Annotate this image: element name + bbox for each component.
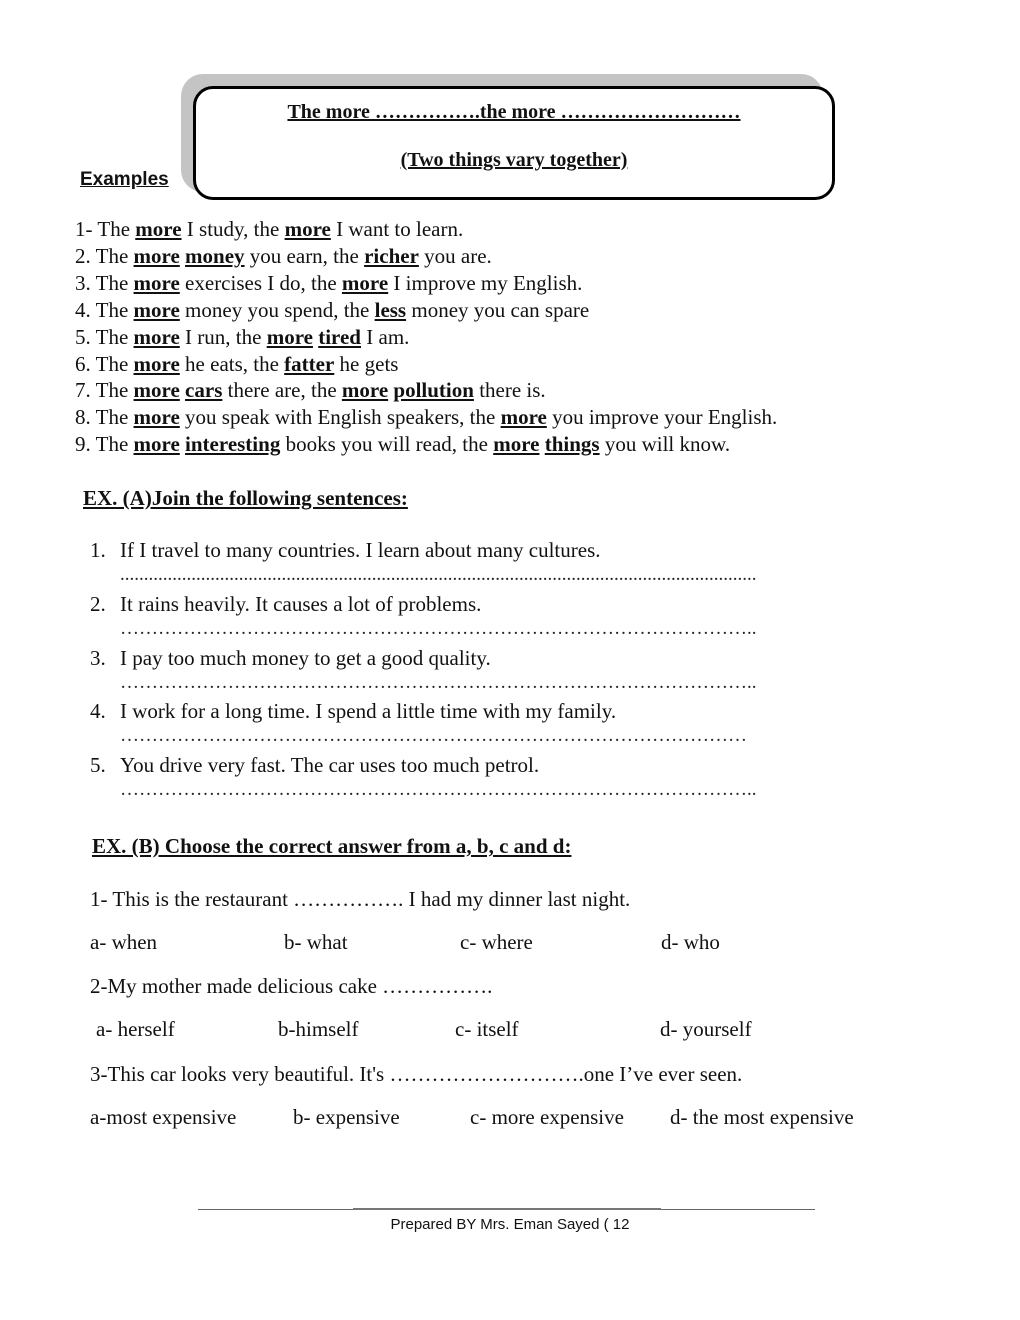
answer-option[interactable]: c- itself xyxy=(455,1017,519,1042)
emphasized-word: pollution xyxy=(393,378,474,403)
example-sentence xyxy=(75,217,463,242)
sentence-text: he eats, the xyxy=(179,351,285,376)
emphasized-word: money xyxy=(185,243,245,268)
question-text: 2-My mother made delicious cake ……………. xyxy=(90,974,493,999)
answer-option[interactable]: d- the most expensive xyxy=(670,1104,854,1129)
sentence-text: 1- The xyxy=(75,217,136,241)
item-text: It rains heavily. It causes a lot of problems. xyxy=(120,591,482,616)
sentence-text: I improve my English. xyxy=(388,270,583,295)
sentence-text: 2. The xyxy=(75,243,134,268)
answer-line[interactable]: ...................................................................................................................................... xyxy=(120,564,757,585)
item-text: You drive very fast. The car uses too much petrol. xyxy=(120,753,540,778)
example-sentence xyxy=(75,405,777,430)
example-sentence xyxy=(75,352,398,377)
emphasized-word: more xyxy=(341,270,389,295)
example-sentence xyxy=(75,432,730,457)
emphasized-word: more xyxy=(493,432,540,457)
sentence-text: 5. The xyxy=(75,324,134,349)
examples-label: Examples xyxy=(80,169,169,190)
example-sentence xyxy=(75,244,492,269)
sentence-text: exercises I do, the xyxy=(179,270,342,295)
answer-line[interactable]: ……………………………………………………………………………………….. xyxy=(120,779,757,801)
answer-option[interactable]: a-most expensive xyxy=(90,1104,237,1129)
sentence-text: books you will read, the xyxy=(280,432,494,457)
footer-divider-accent xyxy=(353,1208,661,1210)
sentence-text: he gets xyxy=(334,351,399,376)
item-text: If I travel to many countries. I learn about many cultures. xyxy=(120,538,601,562)
emphasized-word: tired xyxy=(318,324,361,349)
emphasized-word: more xyxy=(500,405,547,430)
answer-line[interactable]: ……………………………………………………………………………………… xyxy=(120,725,747,747)
sentence-text: you will know. xyxy=(599,432,731,457)
example-sentence xyxy=(75,378,546,403)
item-text: I work for a long time. I spend a little time with my family. xyxy=(120,699,617,724)
sentence-text: money you spend, the xyxy=(179,297,375,322)
answer-line[interactable]: ……………………………………………………………………………………….. xyxy=(120,671,757,693)
answer-option[interactable]: a- herself xyxy=(96,1017,175,1042)
answer-option[interactable]: c- where xyxy=(460,930,533,954)
item-number: 1. xyxy=(90,538,106,562)
example-sentence xyxy=(75,298,589,323)
sentence-text: you improve your English. xyxy=(546,405,778,430)
item-number: 2. xyxy=(90,591,106,616)
sentence-text: 7. The xyxy=(75,378,134,403)
answer-option[interactable]: b- expensive xyxy=(293,1104,400,1129)
rule-box xyxy=(193,86,835,200)
emphasized-word: more xyxy=(135,217,182,241)
sentence-text: 8. The xyxy=(75,405,134,430)
answer-option[interactable]: b-himself xyxy=(278,1017,359,1042)
sentence-text: 9. The xyxy=(75,432,134,457)
sentence-text: you earn, the xyxy=(244,243,365,268)
emphasized-word: more xyxy=(133,351,180,376)
sentence-text: there is. xyxy=(473,378,546,403)
emphasized-word: more xyxy=(133,270,180,295)
sentence-text: I am. xyxy=(361,324,410,349)
answer-option[interactable]: c- more expensive xyxy=(470,1104,624,1129)
sentence-text: 4. The xyxy=(75,297,134,322)
sentence-text: I study, the xyxy=(181,217,285,241)
example-sentence xyxy=(75,325,409,350)
question-text: 1- This is the restaurant ……………. I had my dinner last night. xyxy=(90,887,631,911)
emphasized-word: cars xyxy=(185,378,223,403)
emphasized-word: interesting xyxy=(185,432,281,457)
sentence-text: 6. The xyxy=(75,351,134,376)
footer-text: Prepared BY Mrs. Eman Sayed ( 12 xyxy=(390,1216,630,1233)
emphasized-word: things xyxy=(544,432,600,457)
emphasized-word: less xyxy=(374,297,407,322)
sentence-text: there are, the xyxy=(222,378,342,403)
emphasized-word: more xyxy=(133,324,180,349)
answer-option[interactable]: a- when xyxy=(90,930,158,954)
ex-b-heading: EX. (B) Choose the correct answer from a, b, c and d: xyxy=(92,834,572,858)
item-number: 5. xyxy=(90,753,106,778)
emphasized-word: more xyxy=(341,378,389,403)
emphasized-word: more xyxy=(284,217,331,241)
item-number: 3. xyxy=(90,645,106,670)
item-number: 4. xyxy=(90,699,106,724)
sentence-text: I run, the xyxy=(179,324,267,349)
sentence-text: you speak with English speakers, the xyxy=(179,405,501,430)
rule-formula: The more …………….the more ……………………… xyxy=(287,101,741,123)
answer-option[interactable]: d- who xyxy=(661,930,720,954)
emphasized-word: fatter xyxy=(284,351,335,376)
question-text: 3-This car looks very beautiful. It's ……………………….one I’ve ever seen. xyxy=(90,1061,743,1086)
emphasized-word: more xyxy=(133,297,180,322)
emphasized-word: more xyxy=(133,378,180,403)
item-text: I pay too much money to get a good quality. xyxy=(120,645,491,670)
emphasized-word: more xyxy=(133,243,180,268)
example-sentence xyxy=(75,271,582,296)
answer-option[interactable]: b- what xyxy=(284,930,348,954)
sentence-text: money you can spare xyxy=(406,297,590,322)
answer-option[interactable]: d- yourself xyxy=(660,1017,752,1042)
emphasized-word: more xyxy=(133,405,180,430)
rule-description: (Two things vary together) xyxy=(400,149,628,171)
ex-a-heading: EX. (A)Join the following sentences: xyxy=(83,486,408,510)
sentence-text: you are. xyxy=(418,243,492,268)
sentence-text: I want to learn. xyxy=(330,217,464,241)
sentence-text: 3. The xyxy=(75,270,134,295)
emphasized-word: more xyxy=(133,432,180,457)
emphasized-word: more xyxy=(266,324,313,349)
emphasized-word: richer xyxy=(364,243,419,268)
answer-line[interactable]: ……………………………………………………………………………………….. xyxy=(120,617,757,639)
